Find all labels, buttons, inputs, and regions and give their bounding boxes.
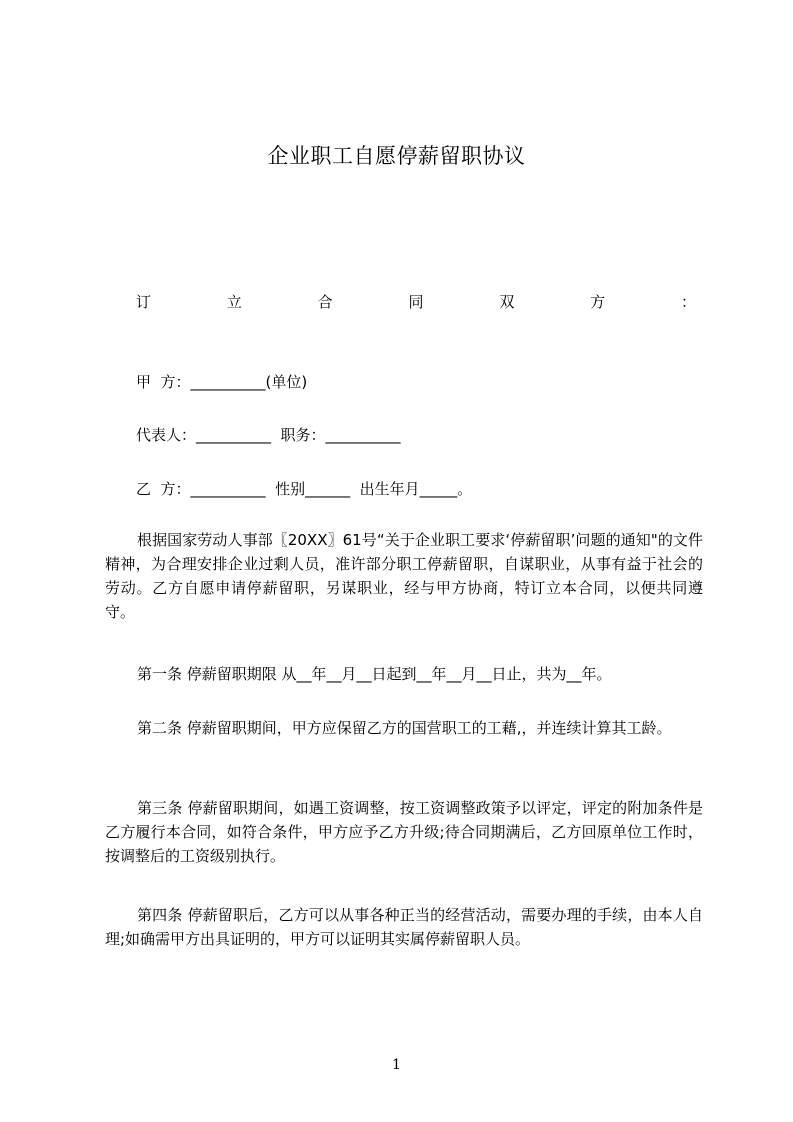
parties-heading bbox=[136, 290, 696, 314]
parties-heading-char: ： bbox=[680, 293, 696, 311]
article-4-paragraph: 第四条 停薪留职后，乙方可以从事各种正当的经营活动，需要办理的手续，由本人自理;如确需甲方出具证明的，甲方可以证明其实属停薪留职人员。 bbox=[105, 906, 703, 948]
article-2-paragraph: 第二条 停薪留职期间，甲方应保留乙方的国营职工的工藉,，并连续计算其工龄。 bbox=[137, 719, 672, 737]
parties-heading-char: 立 bbox=[226, 293, 242, 311]
document-title: 企业职工自愿停薪留职协议 bbox=[267, 144, 526, 168]
parties-heading-char: 订 bbox=[136, 293, 152, 311]
representative-line: 代表人：__________ 职务：__________ bbox=[136, 426, 401, 444]
parties-heading-char: 双 bbox=[499, 293, 515, 311]
party-b-line: 乙 方：__________ 性别______ 出生年月_____。 bbox=[136, 480, 473, 498]
page-number: 1 bbox=[392, 1057, 401, 1073]
party-a-line: 甲 方：__________(单位) bbox=[136, 373, 308, 391]
article-1-paragraph: 第一条 停薪留职期限 从__年__月__日起到__年__月__日止，共为__年。 bbox=[137, 665, 612, 683]
parties-heading-char: 合 bbox=[317, 293, 333, 311]
parties-heading-char: 方 bbox=[590, 293, 606, 311]
preamble-paragraph: 根据国家劳动人事部〖20XX〗61号“关于企业职工要求‘停薪留职’问题的通知"的文件精神，为合理安排企业过剩人员，准许部分职工停薪留职，自谋职业，从事有益于社会的劳动。乙方自愿申请停薪留职，另谋职业，经与甲方协商，特订立本合同，以便共同遵守。 bbox=[105, 531, 703, 621]
parties-heading-char: 同 bbox=[408, 293, 424, 311]
article-3-paragraph: 第三条 停薪留职期间，如遇工资调整，按工资调整政策予以评定，评定的附加条件是乙方履行本合同，如符合条件，甲方应予乙方升级;待合同期满后，乙方回原单位工作时，按调整后的工资级别执行。 bbox=[105, 799, 703, 865]
